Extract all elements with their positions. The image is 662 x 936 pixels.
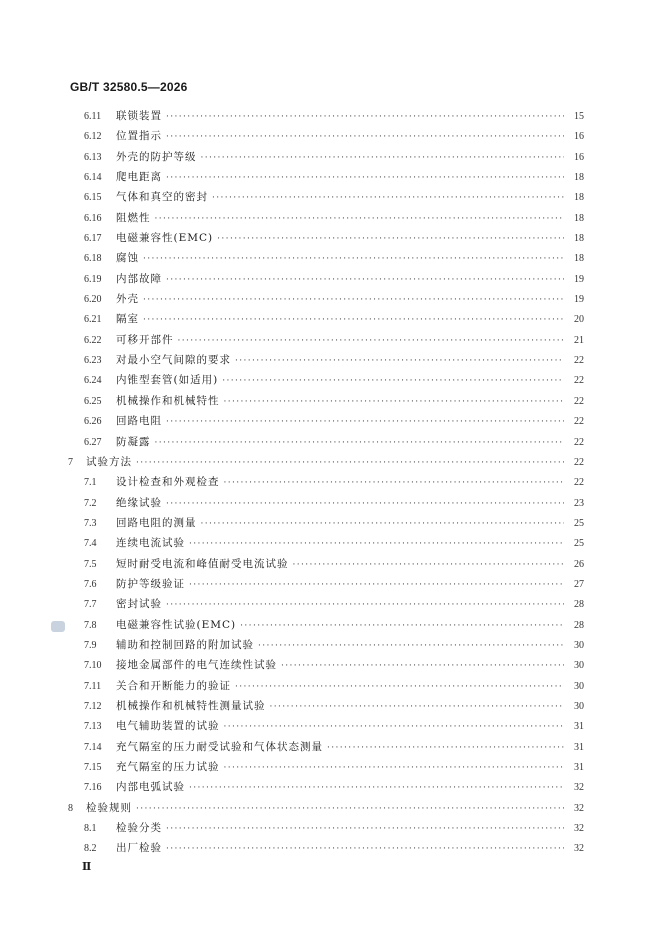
toc-dot-leader [166, 168, 564, 188]
toc-dot-leader [166, 107, 564, 127]
toc-entry-title: 防凝露 [116, 435, 151, 448]
toc-dot-leader [201, 148, 565, 168]
toc-dot-leader [222, 371, 564, 391]
toc-entry-title: 电磁兼容性试验(EMC) [116, 618, 237, 631]
toc-page-number: 30 [574, 680, 584, 692]
toc-page-number: 18 [574, 233, 584, 245]
toc-page-number: 18 [574, 253, 584, 265]
toc-section-row[interactable] [68, 533, 584, 553]
toc-entry-number: 7.12 [84, 700, 102, 712]
toc-entry-title: 电气辅助装置的试验 [116, 720, 220, 733]
toc-dot-leader [143, 249, 564, 269]
toc-section-row[interactable] [68, 411, 584, 431]
toc-entry-number: 6.18 [84, 253, 102, 265]
toc-entry-title: 电磁兼容性(EMC) [116, 232, 214, 245]
toc-dot-leader [189, 778, 564, 798]
toc-page-number: 32 [574, 823, 584, 835]
toc-dot-leader [155, 433, 565, 453]
toc-section-row[interactable] [68, 594, 584, 614]
toc-entry-title: 外壳的防护等级 [116, 150, 197, 163]
toc-section-row[interactable] [68, 737, 584, 757]
toc-dot-leader [143, 290, 564, 310]
toc-section-row[interactable] [68, 513, 584, 533]
toc-page-number: 22 [574, 355, 584, 367]
toc-entry-number: 6.26 [84, 416, 102, 428]
toc-dot-leader [240, 616, 564, 636]
toc-section-row[interactable] [68, 757, 584, 777]
toc-page-number: 26 [574, 558, 584, 570]
toc-entry-title: 联锁装置 [116, 110, 162, 122]
toc-dot-leader [270, 697, 565, 717]
toc-entry-title: 出厂检验 [116, 842, 162, 855]
toc-entry-number: 6.22 [84, 334, 102, 346]
toc-entry-title: 连续电流试验 [116, 537, 185, 550]
side-stamp-icon [51, 621, 65, 632]
toc-dot-leader [166, 839, 564, 859]
toc-entry-number: 6.12 [84, 131, 102, 143]
toc-section-row[interactable] [68, 147, 584, 167]
toc-entry-number: 7.10 [84, 660, 102, 672]
toc-page-number: 15 [574, 111, 584, 122]
toc-entry-number: 6.19 [84, 273, 102, 285]
toc-page-number: 32 [574, 802, 584, 814]
toc-entry-title: 可移开部件 [116, 333, 174, 346]
toc-section-row[interactable] [68, 106, 584, 126]
toc-page-number: 30 [574, 660, 584, 672]
toc-section-row[interactable] [68, 493, 584, 513]
toc-page-number: 22 [574, 395, 584, 407]
page-number: Ⅱ [82, 861, 92, 873]
toc-section-row[interactable] [68, 696, 584, 716]
toc-dot-leader [224, 717, 565, 737]
toc-section-row[interactable] [68, 554, 584, 574]
toc-entry-number: 7.5 [84, 558, 97, 570]
toc-entry-title: 内锥型套管(如适用) [116, 374, 219, 387]
toc-entry-title: 辅助和控制回路的附加试验 [116, 638, 254, 651]
toc-page-number: 21 [574, 334, 584, 346]
toc-page-number: 19 [574, 273, 584, 285]
toc-dot-leader [178, 331, 565, 351]
toc-section-row[interactable] [68, 208, 584, 228]
toc-entry-number: 7.6 [84, 578, 97, 590]
toc-dot-leader [224, 473, 565, 493]
toc-entry-title: 充气隔室的压力耐受试验和气体状态测量 [116, 740, 323, 753]
toc-entry-number: 7.13 [84, 721, 102, 733]
toc-section-row[interactable] [68, 472, 584, 492]
toc-dot-leader [166, 494, 564, 514]
toc-section-row[interactable] [68, 126, 584, 146]
toc-page-number: 30 [574, 700, 584, 712]
toc-entry-number: 6.11 [84, 111, 102, 122]
toc-page-number: 19 [574, 294, 584, 306]
toc-dot-leader [166, 595, 564, 615]
toc-section-row[interactable] [68, 716, 584, 736]
toc-page-number: 16 [574, 151, 584, 163]
toc-page-number: 30 [574, 639, 584, 651]
toc-dot-leader [281, 656, 564, 676]
toc-entry-title: 接地金属部件的电气连续性试验 [116, 659, 277, 672]
toc-page-number: 25 [574, 538, 584, 550]
toc-entry-title: 充气隔室的压力试验 [116, 761, 220, 773]
toc-section-row[interactable] [68, 330, 584, 350]
toc-entry-title: 检验规则 [86, 801, 132, 814]
toc-section-row[interactable] [68, 818, 584, 838]
toc-entry-title: 机械操作和机械特性 [116, 394, 220, 407]
toc-entry-title: 短时耐受电流和峰值耐受电流试验 [116, 557, 289, 570]
document-header: GB/T 32580.5—2026 [70, 80, 188, 94]
toc-entry-title: 阻燃性 [116, 211, 151, 224]
toc-page-number: 25 [574, 517, 584, 529]
toc-page-number: 31 [574, 762, 584, 773]
toc-entry-number: 6.15 [84, 192, 102, 204]
toc-entry-number: 7.3 [84, 517, 97, 529]
toc-page-number: 28 [574, 619, 584, 631]
toc-section-row[interactable] [68, 289, 584, 309]
toc-entry-title: 防护等级验证 [116, 577, 185, 590]
toc-section-row[interactable] [68, 635, 584, 655]
toc-dot-leader [212, 188, 564, 208]
toc-page-number: 32 [574, 782, 584, 794]
toc-dot-leader [224, 758, 565, 778]
toc-page-number: 28 [574, 599, 584, 611]
toc-chapter-row[interactable] [68, 452, 584, 472]
toc-section-row[interactable] [68, 777, 584, 797]
toc-section-row[interactable] [68, 269, 584, 289]
toc-entry-title: 外壳 [116, 293, 139, 306]
toc-page-number: 22 [574, 436, 584, 448]
toc-section-row[interactable] [68, 432, 584, 452]
toc-dot-leader [235, 351, 564, 371]
toc-page-number: 22 [574, 456, 584, 468]
toc-entry-number: 6.20 [84, 294, 102, 306]
toc-section-row[interactable] [68, 309, 584, 329]
toc-dot-leader [224, 392, 565, 412]
toc-dot-leader [235, 677, 564, 697]
toc-entry-number: 7.11 [84, 680, 102, 692]
toc-entry-title: 腐蚀 [116, 252, 139, 265]
toc-entry-title: 内部故障 [116, 272, 162, 285]
toc-section-row[interactable] [68, 248, 584, 268]
toc-page-number: 31 [574, 741, 584, 753]
toc-section-row[interactable] [68, 370, 584, 390]
toc-entry-number: 6.27 [84, 436, 102, 448]
toc-chapter-row[interactable] [68, 798, 584, 818]
toc-page-number: 18 [574, 212, 584, 224]
toc-entry-number: 7.9 [84, 639, 97, 651]
toc-entry-title: 爬电距离 [116, 171, 162, 184]
toc-page-number: 18 [574, 172, 584, 184]
toc-entry-number: 7.1 [84, 477, 97, 489]
toc-dot-leader [293, 555, 565, 575]
toc-entry-title: 检验分类 [116, 822, 162, 835]
toc-dot-leader [201, 514, 565, 534]
toc-dot-leader [189, 534, 564, 554]
toc-page-number: 31 [574, 721, 584, 733]
toc-entry-number: 8 [68, 802, 73, 814]
toc-entry-number: 6.21 [84, 314, 102, 326]
toc-section-row[interactable] [68, 350, 584, 370]
toc-entry-number: 7.15 [84, 762, 102, 773]
toc-entry-title: 机械操作和机械特性测量试验 [116, 699, 266, 712]
toc-entry-title: 试验方法 [86, 455, 132, 468]
toc-entry-title: 位置指示 [116, 130, 162, 143]
toc-entry-number: 6.17 [84, 233, 102, 245]
toc-entry-number: 6.24 [84, 375, 102, 387]
toc-dot-leader [189, 575, 564, 595]
toc-entry-number: 7.16 [84, 782, 102, 794]
toc-entry-title: 气体和真空的密封 [116, 191, 208, 204]
toc-dot-leader [166, 127, 564, 147]
toc-entry-title: 隔室 [116, 313, 139, 326]
toc-section-row[interactable] [68, 838, 584, 858]
toc-section-row[interactable] [68, 574, 584, 594]
toc-page-number: 20 [574, 314, 584, 326]
toc-page-number: 22 [574, 416, 584, 428]
toc-page-number: 22 [574, 477, 584, 489]
toc-dot-leader [258, 636, 564, 656]
toc-entry-number: 8.1 [84, 823, 97, 835]
toc-entry-number: 7.4 [84, 538, 97, 550]
toc-entry-number: 7.7 [84, 599, 97, 611]
toc-entry-title: 回路电阻的测量 [116, 516, 197, 529]
table-of-contents [68, 106, 584, 859]
toc-entry-title: 对最小空气间隙的要求 [116, 354, 231, 367]
toc-entry-number: 6.23 [84, 355, 102, 367]
toc-entry-number: 6.14 [84, 172, 102, 184]
toc-entry-title: 关合和开断能力的验证 [116, 679, 231, 692]
toc-dot-leader [166, 412, 564, 432]
toc-entry-title: 绝缘试验 [116, 496, 162, 509]
toc-entry-number: 8.2 [84, 843, 97, 855]
toc-entry-number: 7.8 [84, 619, 97, 631]
toc-entry-title: 内部电弧试验 [116, 781, 185, 794]
toc-entry-number: 7 [68, 456, 73, 468]
toc-entry-title: 回路电阻 [116, 415, 162, 428]
toc-page-number: 18 [574, 192, 584, 204]
toc-page-number: 32 [574, 843, 584, 855]
toc-dot-leader [155, 209, 565, 229]
toc-entry-number: 6.13 [84, 151, 102, 163]
toc-page-number: 23 [574, 497, 584, 509]
toc-entry-number: 6.16 [84, 212, 102, 224]
toc-section-row[interactable] [68, 655, 584, 675]
toc-page-number: 27 [574, 578, 584, 590]
toc-dot-leader [327, 738, 564, 758]
toc-dot-leader [136, 799, 564, 819]
toc-dot-leader [143, 310, 564, 330]
toc-section-row[interactable] [68, 167, 584, 187]
toc-page-number: 22 [574, 375, 584, 387]
toc-dot-leader [136, 453, 564, 473]
toc-section-row[interactable] [68, 615, 584, 635]
toc-dot-leader [166, 819, 564, 839]
toc-dot-leader [217, 229, 564, 249]
toc-section-row[interactable] [68, 391, 584, 411]
toc-dot-leader [166, 270, 564, 290]
toc-section-row[interactable] [68, 676, 584, 696]
toc-entry-number: 7.2 [84, 497, 97, 509]
toc-entry-title: 密封试验 [116, 598, 162, 611]
toc-section-row[interactable] [68, 228, 584, 248]
toc-section-row[interactable] [68, 187, 584, 207]
toc-entry-number: 7.14 [84, 741, 102, 753]
toc-entry-title: 设计检查和外观检查 [116, 476, 220, 489]
toc-entry-number: 6.25 [84, 395, 102, 407]
toc-page-number: 16 [574, 131, 584, 143]
